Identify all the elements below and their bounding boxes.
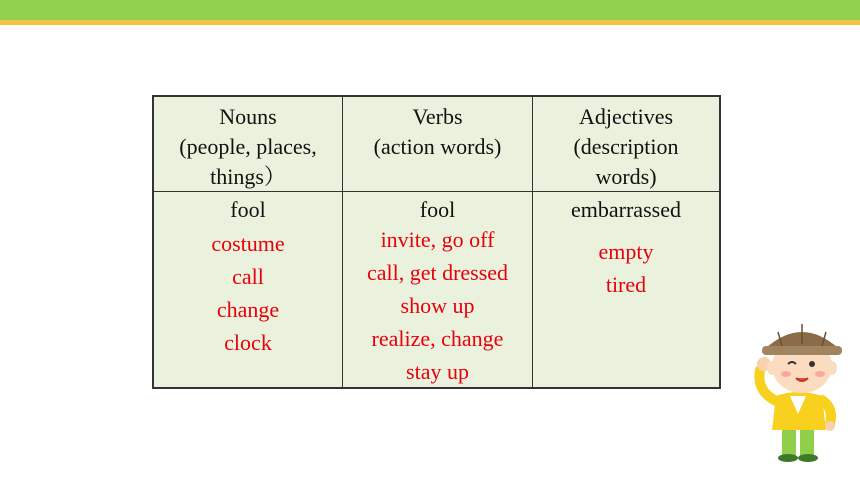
header-nouns [154,97,343,192]
header-adjectives-line-1: Adjectives [578,104,674,129]
adjectives-answer: empty [598,239,654,264]
header-nouns-line-2: (people, places, [179,134,317,159]
adjectives-answer: tired [605,272,647,297]
verbs-answer: show up [400,293,475,318]
top-banner [0,0,860,20]
header-nouns-line-1: Nouns [219,104,277,129]
adjectives-given-word: embarrassed [571,197,681,222]
cartoon-boy-saluting-icon [742,318,860,463]
nouns-answer: clock [224,330,272,355]
vocabulary-table [152,95,721,389]
verbs-answer: invite, go off [380,227,495,252]
verbs-answer: stay up [406,359,469,384]
nouns-answer: call [232,264,264,289]
verbs-cell [343,192,533,387]
header-verbs [343,97,533,192]
header-verbs-line-1: Verbs [412,104,463,129]
verbs-answer: realize, change [371,326,504,351]
verbs-answers [343,223,532,388]
verbs-answer: call, get dressed [366,260,509,285]
top-banner-stripe [0,20,860,25]
nouns-answer: change [216,297,280,322]
header-adjectives-line-2: (description [573,134,679,159]
verbs-given-word: fool [419,197,456,222]
header-adjectives [533,97,719,192]
header-nouns-line-3: things） [210,164,286,189]
adjectives-answers [533,235,719,301]
adjectives-cell [533,192,719,387]
nouns-answers [154,227,342,359]
nouns-given-word: fool [230,197,266,222]
header-verbs-line-2: (action words) [373,134,502,159]
nouns-cell [154,192,343,387]
header-adjectives-line-3: words) [595,164,657,189]
nouns-answer: costume [211,231,285,256]
